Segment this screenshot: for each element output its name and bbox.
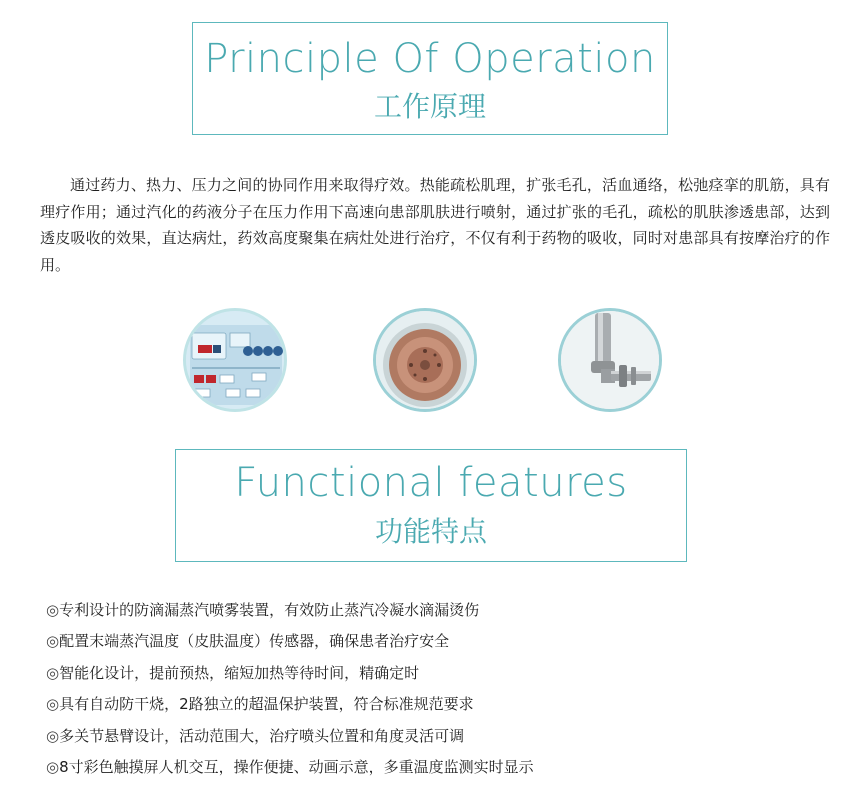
nozzle-arm-photo [558, 308, 662, 412]
feature-text: 8寸彩色触摸屏人机交互，操作便捷、动画示意，多重温度监测实时显示 [59, 758, 534, 777]
principle-title-cn: 工作原理 [373, 90, 486, 123]
steam-bowl-photo [373, 308, 477, 412]
feature-text: 具有自动防干烧，2路独立的超温保护装置，符合标准规范要求 [59, 695, 474, 714]
features-title-box [175, 449, 687, 562]
feature-item [46, 721, 534, 752]
bullet-icon: ◎ [46, 632, 60, 651]
feature-item [46, 752, 534, 783]
bullet-icon: ◎ [46, 601, 60, 619]
feature-item [46, 626, 534, 657]
feature-item [46, 658, 534, 689]
features-list [46, 595, 534, 783]
bullet-icon: ◎ [46, 758, 60, 777]
feature-text: 智能化设计，提前预热，缩短加热等待时间，精确定时 [59, 663, 420, 682]
features-title-cn: 功能特点 [374, 515, 487, 548]
bullet-icon: ◎ [46, 695, 60, 714]
control-panel-photo [183, 308, 287, 412]
feature-text: 配置末端蒸汽温度（皮肤温度）传感器，确保患者治疗安全 [59, 632, 450, 651]
principle-title-en: Principle Of Operation [204, 36, 656, 82]
bullet-icon: ◎ [46, 726, 60, 745]
feature-text: 专利设计的防滴漏蒸汽喷雾装置，有效防止蒸汽冷凝水滴漏烫伤 [59, 601, 480, 619]
features-title-en: Functional features [234, 460, 628, 506]
principle-paragraph: 通过药力、热力、压力之间的协同作用来取得疗效。热能疏松肌理，扩张毛孔，活血通络，松弛痉挛的肌筋，具有理疗作用；通过汽化的药液分子在压力作用下高速向患部肌肤进行喷射，通过扩张的毛孔，疏松的肌肤渗透患部，达到透皮吸收的效果，直达病灶，药效高度聚集在病灶处进行治疗，不仅有利于药物的吸收，同时对患部具有按摩治疗的作用。 [40, 176, 830, 274]
feature-item [46, 689, 534, 720]
feature-text: 多关节悬臂设计，活动范围大，治疗喷头位置和角度灵活可调 [59, 726, 465, 745]
principle-title-box [192, 22, 668, 135]
bullet-icon: ◎ [46, 663, 60, 682]
feature-item [46, 595, 534, 626]
